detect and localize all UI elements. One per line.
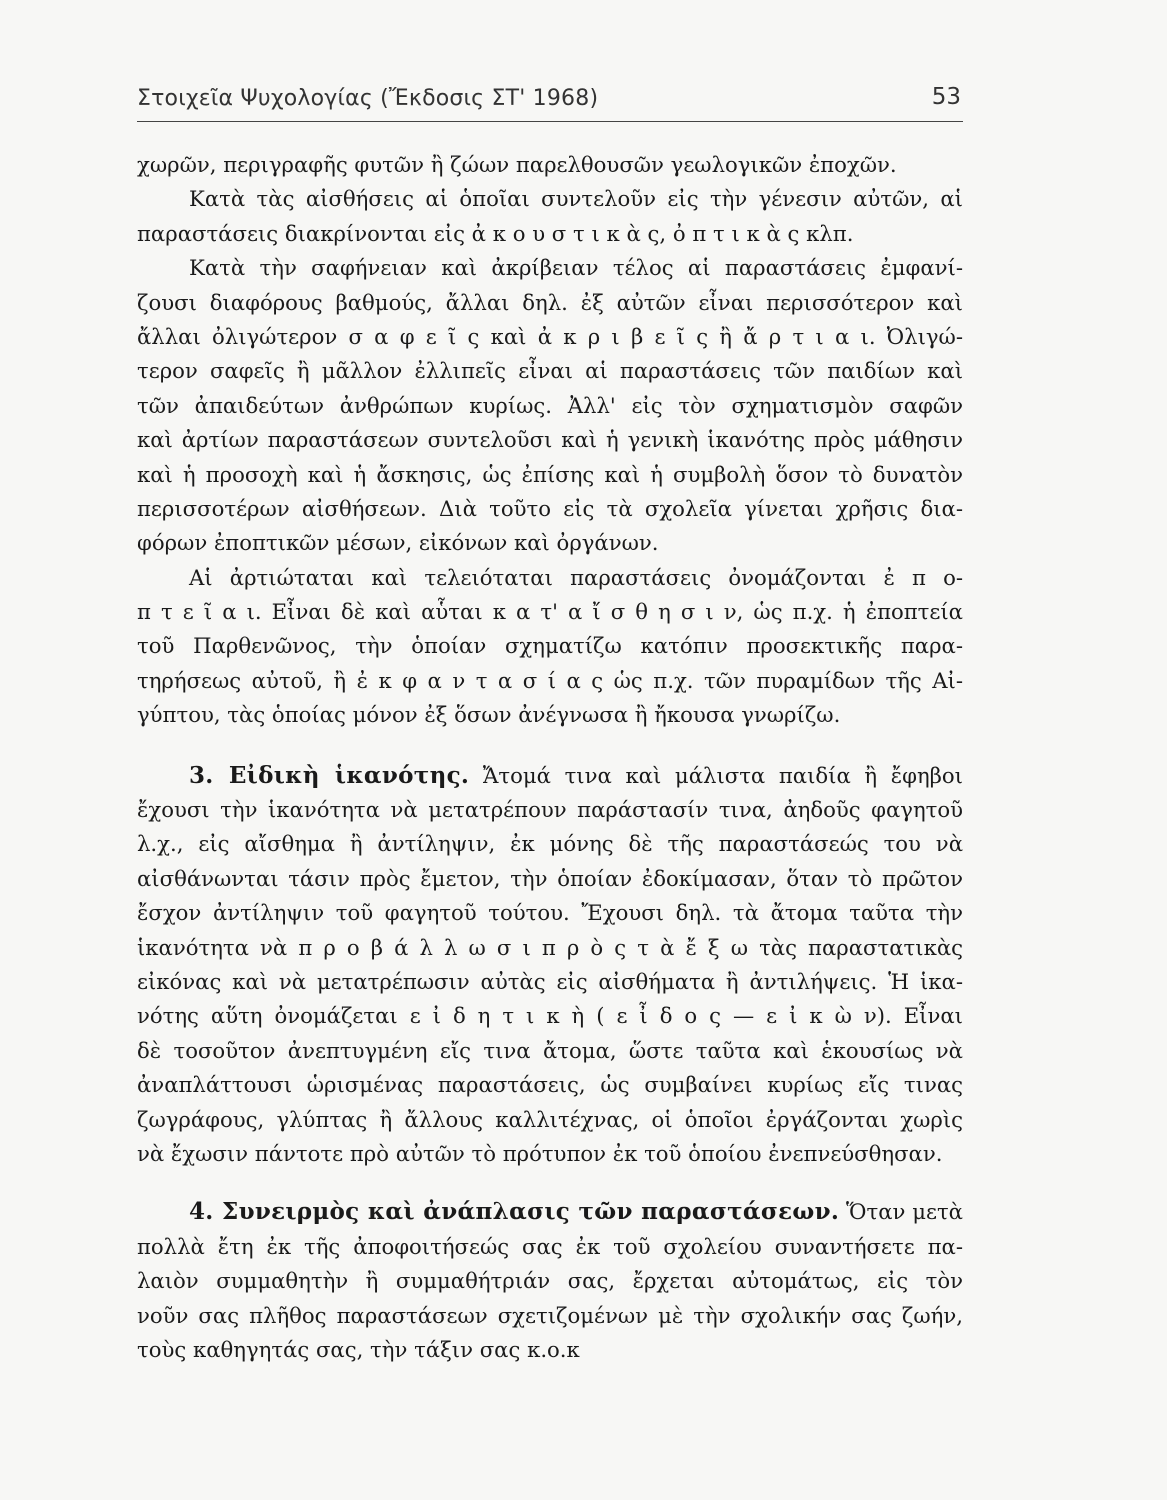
- text-line: Κατὰ τὰς αἰσθήσεις αἱ ὁποῖαι συντελοῦν εἰς τὴν γένεσιν αὐτῶν, αἱ: [189, 186, 963, 212]
- text-line: καὶ ἡ προσοχὴ καὶ ἡ ἄσκησις, ὡς ἐπίσης καὶ ἡ συμβολὴ ὅσον τὸ δυνατὸν: [137, 461, 963, 487]
- text-line: ζωγράφους, γλύπτας ἢ ἄλλους καλλιτέχνας, οἱ ὁποῖοι ἐργάζονται χωρὶς: [137, 1106, 963, 1132]
- page-number: 53: [931, 84, 961, 110]
- section-3-heading: 3. Εἰδικὴ ἱκανότης.: [189, 761, 470, 789]
- text-line: τοὺς καθηγητάς σας, τὴν τάξιν σας κ.ο.κ: [137, 1336, 580, 1362]
- running-title: Στοιχεῖα Ψυχολογίας (Ἔκδοσις ΣΤ' 1968): [137, 86, 599, 111]
- section-3-lead: Ἄτομά τινα καὶ μάλιστα παιδία ἢ ἔφηβοι: [482, 762, 963, 788]
- text-line: παραστάσεις διακρίνονται εἰς ἀ κ ο υ σ τ ι κ ὰ ς, ὀ π τ ι κ ὰ ς κλπ.: [137, 220, 854, 246]
- text-line: Αἱ ἀρτιώταται καὶ τελειόταται παραστάσεις ὀνομάζονται ἐ π ο-: [189, 564, 963, 590]
- text-line: τηρήσεως αὐτοῦ, ἢ ἐ κ φ α ν τ α σ ί α ς ὡς π.χ. τῶν πυραμίδων τῆς Αἰ-: [137, 667, 963, 693]
- text-line: αἰσθάνωνται τάσιν πρὸς ἔμετον, τὴν ὁποίαν ἐδοκίμασαν, ὅταν τὸ πρῶτον: [137, 865, 963, 891]
- text-line: ἄλλαι ὀλιγώτερον σ α φ ε ῖ ς καὶ ἀ κ ρ ι β ε ῖ ς ἢ ἄ ρ τ ι α ι. Ὀλιγώ-: [137, 323, 963, 349]
- text-line: νοῦν σας πλῆθος παραστάσεων σχετιζομένων μὲ τὴν σχολικήν σας ζωήν,: [137, 1302, 963, 1328]
- text-line: ἔχουσι τὴν ἱκανότητα νὰ μετατρέπουν παράστασίν τινα, ἀηδοῦς φαγητοῦ: [137, 797, 963, 823]
- section-4-first-line: [137, 1195, 963, 1229]
- text-line: π τ ε ῖ α ι. Εἶναι δὲ καὶ αὗται κ α τ' α ἴ σ θ η σ ι ν, ὡς π.χ. ἡ ἐποπτεία: [137, 599, 963, 625]
- main-text: [137, 148, 963, 1367]
- text-line: τοῦ Παρθενῶνος, τὴν ὁποίαν σχηματίζω κατόπιν προσεκτικῆς παρα-: [137, 633, 963, 659]
- section-4-heading: 4. Συνειρμὸς καὶ ἀνάπλασις τῶν παραστάσεων.: [189, 1198, 840, 1226]
- text-line: τερον σαφεῖς ἢ μᾶλλον ἐλλιπεῖς εἶναι αἱ παραστάσεις τῶν παιδίων καὶ: [137, 358, 963, 384]
- running-header: [137, 82, 963, 122]
- section-3-first-line: [137, 759, 963, 793]
- text-line: περισσοτέρων αἰσθήσεων. Διὰ τοῦτο εἰς τὰ σχολεῖα γίνεται χρῆσις δια-: [137, 495, 963, 521]
- text-line: δὲ τοσοῦτον ἀνεπτυγμένη εἴς τινα ἄτομα, ὥστε ταῦτα καὶ ἑκουσίως νὰ: [137, 1037, 963, 1063]
- header-rule: [137, 121, 963, 122]
- text-line: λ.χ., εἰς αἴσθημα ἢ ἀντίληψιν, ἐκ μόνης δὲ τῆς παραστάσεώς του νὰ: [137, 831, 963, 857]
- text-line: καὶ ἀρτίων παραστάσεων συντελοῦσι καὶ ἡ γενικὴ ἱκανότης πρὸς μάθησιν: [137, 427, 963, 453]
- text-line: πολλὰ ἔτη ἐκ τῆς ἀποφοιτήσεώς σας ἐκ τοῦ σχολείου συναντήσετε πα-: [137, 1233, 963, 1259]
- text-line: Κατὰ τὴν σαφήνειαν καὶ ἀκρίβειαν τέλος αἱ παραστάσεις ἐμφανί-: [189, 255, 963, 281]
- text-line: νότης αὕτη ὀνομάζεται ε ἰ δ η τ ι κ ὴ ( ε ἶ δ ο ς — ε ἰ κ ὼ ν). Εἶναι: [137, 1003, 963, 1029]
- text-line: φόρων ἐποπτικῶν μέσων, εἰκόνων καὶ ὀργάνων.: [137, 530, 659, 556]
- text-line: εἰκόνας καὶ νὰ μετατρέπωσιν αὐτὰς εἰς αἰσθήματα ἢ ἀντιλήψεις. Ἡ ἱκα-: [137, 968, 963, 994]
- text-line: γύπτου, τὰς ὁποίας μόνον ἐξ ὅσων ἀνέγνωσα ἢ ἤκουσα γνωρίζω.: [137, 702, 841, 728]
- text-line: τῶν ἀπαιδεύτων ἀνθρώπων κυρίως. Ἀλλ' εἰς τὸν σχηματισμὸν σαφῶν: [137, 392, 963, 418]
- section-4-lead: Ὅταν μετὰ: [846, 1199, 963, 1225]
- text-line: ἀναπλάττουσι ὡρισμένας παραστάσεις, ὡς συμβαίνει κυρίως εἴς τινας: [137, 1072, 963, 1098]
- text-line: χωρῶν, περιγραφῆς φυτῶν ἢ ζώων παρελθουσῶν γεωλογικῶν ἐποχῶν.: [137, 152, 897, 177]
- text-line: ζουσι διαφόρους βαθμούς, ἄλλαι δηλ. ἐξ αὐτῶν εἶναι περισσότερον καὶ: [137, 289, 963, 315]
- text-line: ἱκανότητα νὰ π ρ ο β ά λ λ ω σ ι π ρ ὸ ς τ ὰ ἔ ξ ω τὰς παραστατικὰς: [137, 934, 963, 960]
- text-line: νὰ ἔχωσιν πάντοτε πρὸ αὐτῶν τὸ πρότυπον ἐκ τοῦ ὁποίου ἐνεπνεύσθησαν.: [137, 1140, 943, 1166]
- text-line: λαιὸν συμμαθητὴν ἢ συμμαθήτριάν σας, ἔρχεται αὐτομάτως, εἰς τὸν: [137, 1268, 963, 1294]
- text-line: ἔσχον ἀντίληψιν τοῦ φαγητοῦ τούτου. Ἔχουσι δηλ. τὰ ἄτομα ταῦτα τὴν: [137, 900, 963, 926]
